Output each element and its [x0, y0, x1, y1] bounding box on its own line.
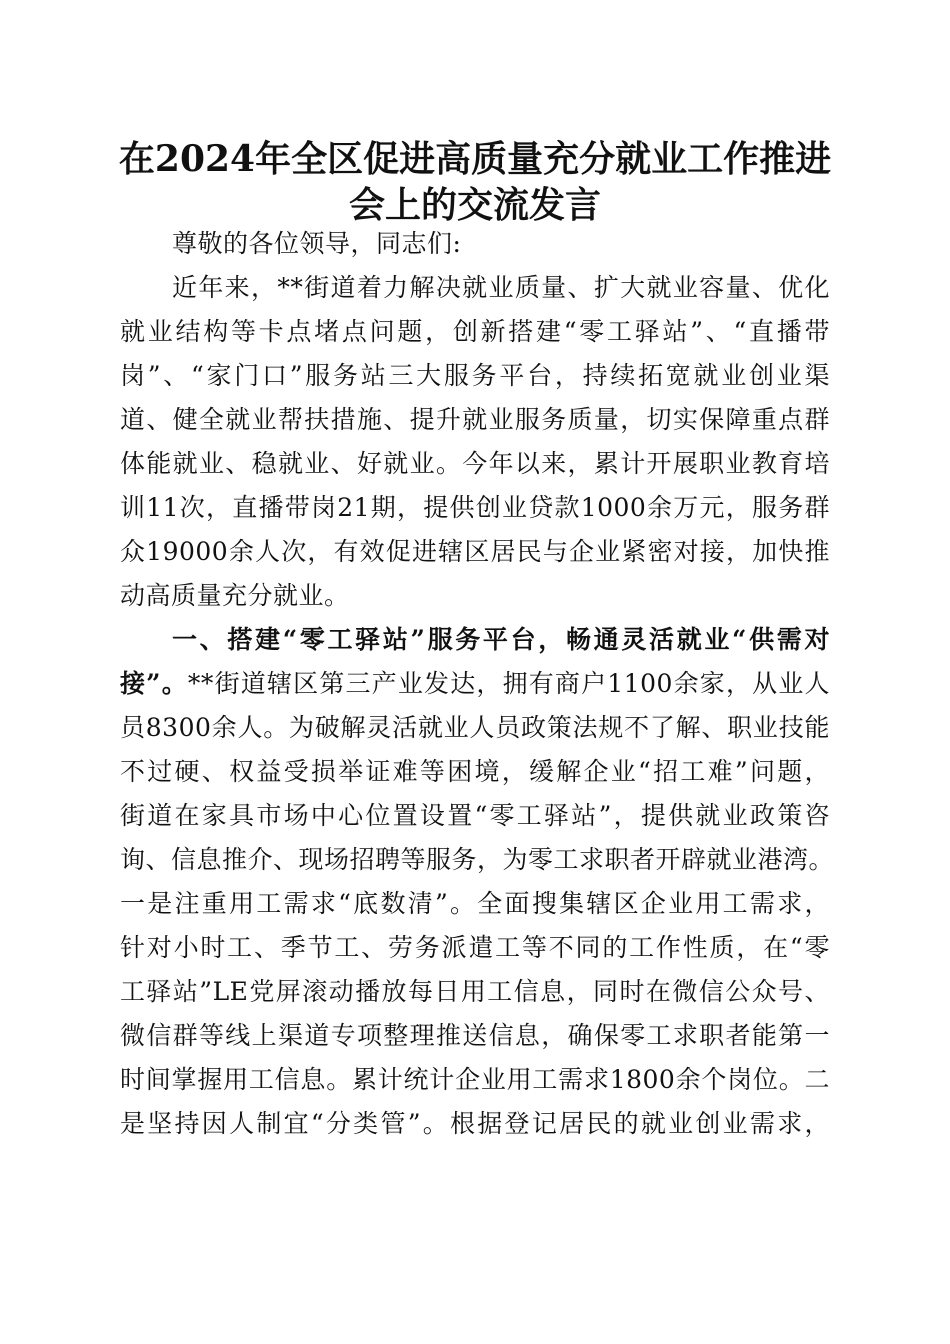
section-1-text: **街道辖区第三产业发达，拥有商户1100余家，从业人 [187, 669, 830, 698]
paragraph-line: 员8300余人。为破解灵活就业人员政策法规不了解、职业技能 [120, 713, 830, 742]
paragraph-line: 道、健全就业帮扶措施、提升就业服务质量，切实保障重点群 [120, 405, 830, 434]
paragraph-line: 一是注重用工需求“底数清”。全面搜集辖区企业用工需求， [120, 889, 830, 918]
section-1-heading: 一、搭建“零工驿站”服务平台，畅通灵活就业“供需对 [172, 625, 830, 654]
title-line-1: 在2024年全区促进高质量充分就业工作推进 [118, 138, 832, 180]
paragraph-line: 训11次，直播带岗21期，提供创业贷款1000余万元，服务群 [120, 493, 830, 522]
paragraph-line: 微信群等线上渠道专项整理推送信息，确保零工求职者能第一 [120, 1021, 830, 1050]
paragraph-line: 岗”、“家门口”服务站三大服务平台，持续拓宽就业创业渠 [120, 361, 830, 390]
title-line-2: 会上的交流发言 [348, 184, 601, 226]
paragraph-line: 近年来，**街道着力解决就业质量、扩大就业容量、优化 [172, 273, 830, 302]
intro-paragraph [120, 266, 830, 618]
paragraph-line: 众19000余人次，有效促进辖区居民与企业紧密对接，加快推 [120, 537, 830, 566]
document-body [120, 222, 835, 1146]
paragraph-line [120, 662, 830, 706]
salutation: 尊敬的各位领导，同志们: [172, 229, 462, 258]
paragraph-line: 是坚持因人制宜“分类管”。根据登记居民的就业创业需求， [120, 1109, 830, 1138]
document-title [118, 136, 832, 228]
paragraph-line: 就业结构等卡点堵点问题，创新搭建“零工驿站”、“直播带 [120, 317, 830, 346]
section-1-paragraph [120, 618, 835, 1146]
paragraph-line: 不过硬、权益受损举证难等困境，缓解企业“招工难”问题， [120, 757, 830, 786]
paragraph-line: 体能就业、稳就业、好就业。今年以来，累计开展职业教育培 [120, 449, 830, 478]
paragraph-line: 工驿站”LE党屏滚动播放每日用工信息，同时在微信公众号、 [120, 977, 830, 1006]
section-1-heading-end: 接”。 [120, 669, 188, 698]
paragraph-line: 街道在家具市场中心位置设置“零工驿站”，提供就业政策咨 [120, 801, 830, 830]
paragraph-line: 时间掌握用工信息。累计统计企业用工需求1800余个岗位。二 [120, 1065, 830, 1094]
paragraph-line: 动高质量充分就业。 [120, 581, 350, 610]
paragraph-line: 针对小时工、季节工、劳务派遣工等不同的工作性质，在“零 [120, 933, 830, 962]
paragraph-line: 询、信息推介、现场招聘等服务，为零工求职者开辟就业港湾。 [120, 845, 835, 874]
